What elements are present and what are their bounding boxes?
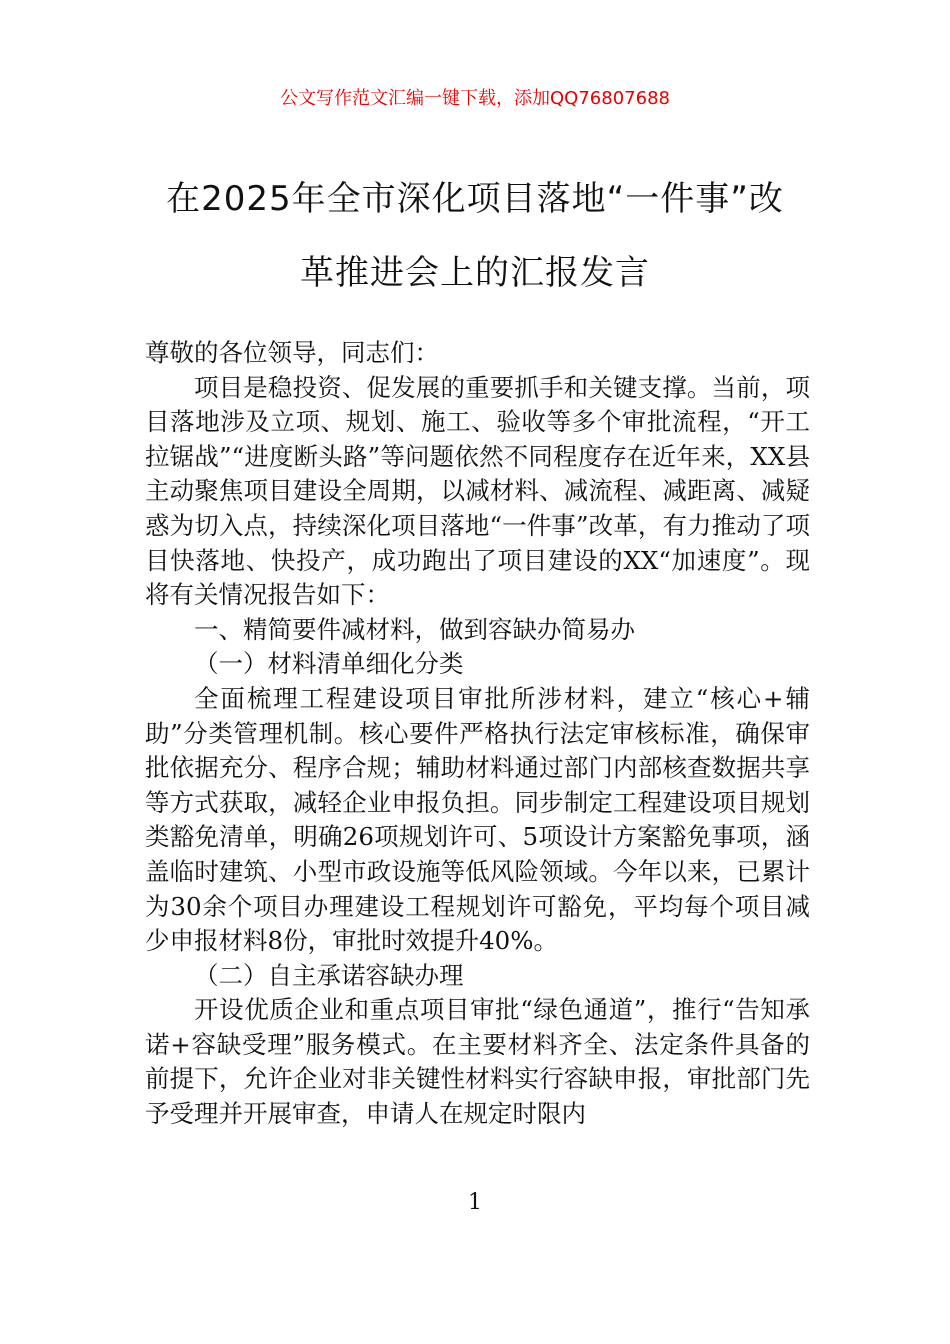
- subsection-2-heading: （二）自主承诺容缺办理: [194, 960, 464, 990]
- subsection-2-paragraph: 开设优质企业和重点项目审批“绿色通道”，推行“告知承诺+容缺受理”服务模式。在主要材料齐全、法定条件具备的前提下，允许企业对非关键性材料实行容缺申报，审批部门先予受理并开展审查，申请人在规定时限内: [145, 995, 810, 1129]
- title-line-2: 革推进会上的汇报发言: [300, 253, 650, 293]
- document-body: [145, 336, 810, 1132]
- subsection-1-heading: （一）材料清单细化分类: [194, 649, 464, 679]
- page-number: 1: [468, 1190, 482, 1215]
- salutation: 尊敬的各位领导，同志们：: [145, 338, 439, 367]
- subsection-1-paragraph: 全面梳理工程建设项目审批所涉材料，建立“核心+辅助”分类管理机制。核心要件严格执行法定审核标准，确保审批依据充分、程序合规；辅助材料通过部门内部核查数据共享等方式获取，减轻企业申报负担。同步制定工程建设项目规划类豁免清单，明确26项规划许可、5项设计方案豁免事项，涵盖临时建筑、小型市政设施等低风险领域。今年以来，已累计为30余个项目办理建设工程规划许可豁免，平均每个项目减少申报材料8份，审批时效提升40%。: [145, 683, 810, 956]
- intro-paragraph: 项目是稳投资、促发展的重要抓手和关键支撑。当前，项目落地涉及立项、规划、施工、验收等多个审批流程，“开工拉锯战”“进度断头路”等问题依然不同程度存在近年来，XX县主动聚焦项目建设全周期，以减材料、减流程、减距离、减疑惑为切入点，持续深化项目落地“一件事”改革，有力推动了项目快落地、快投产，成功跑出了项目建设的XX“加速度”。现将有关情况报告如下：: [145, 372, 810, 610]
- title-line-1: 在2025年全市深化项目落地“一件事”改: [166, 179, 784, 219]
- watermark-header: 公文写作范文汇编一键下载，添加QQ76807688: [280, 88, 670, 109]
- section-1-heading: 一、精简要件减材料，做到容缺办简易办: [194, 614, 635, 644]
- document-title: [130, 162, 820, 310]
